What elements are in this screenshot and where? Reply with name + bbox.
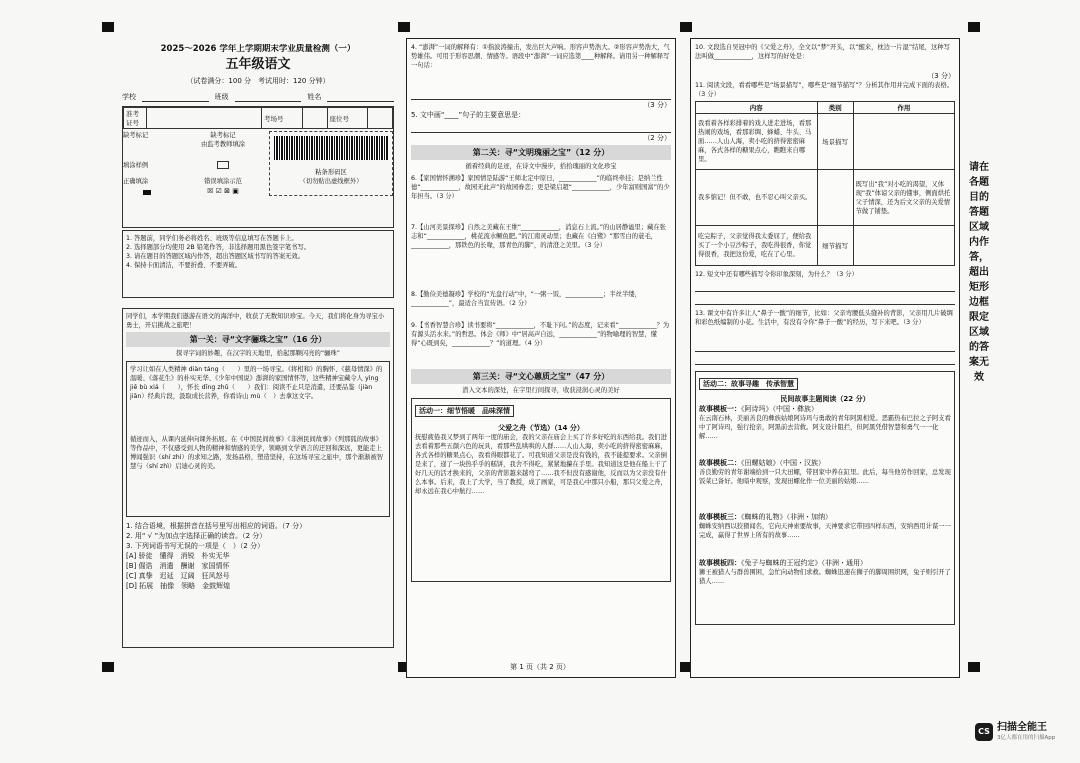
- table-cell-answer[interactable]: [853, 114, 954, 170]
- school-label: 学校: [122, 93, 136, 101]
- table-cell: 既写出“我”对小吃的渴望，又体现“我”体谅父亲的懂事，侧面烘托父子情深，还为后文父亲的关爱情节做了铺垫。: [853, 170, 954, 226]
- story-name: 《蜘蛛的礼物》（非洲・加纳）: [741, 513, 832, 521]
- analysis-table: [695, 101, 955, 266]
- name-field[interactable]: [327, 92, 394, 102]
- activity-2-title: 活动二：故事寻趣 传承智慧: [699, 378, 798, 390]
- passage-text-2: 循迹而入，从课内延伸向课外拓展。在《中国民间故事》《非洲民间故事》《列那狐的故事》等作品中，不仅感受到人物的精神和情感的美学，领略到文学语言的迂回和深远，更能走上博闻强识（shí zhì）的求知之路，发扬品格，塑造坚持，在这场寻宝之旅中，那个渐渐被智慧与（shí zhì）启迪心灵的美。: [130, 436, 384, 470]
- answer-line[interactable]: [695, 339, 955, 352]
- column-2: [406, 38, 676, 678]
- barcode-label: 粘条形码区: [315, 169, 347, 176]
- question-5-score: （2 分）: [643, 134, 671, 142]
- missing-checkbox[interactable]: [217, 161, 229, 169]
- registration-mark: [398, 22, 410, 32]
- answer-line[interactable]: [695, 352, 955, 365]
- scanner-app-name: 扫描全能王: [997, 722, 1047, 733]
- question-10-score: （3 分）: [927, 72, 955, 80]
- passage-box: [126, 361, 390, 517]
- table-cell-answer[interactable]: [853, 226, 954, 266]
- story-text: 蜘蛛安纳西以狡猾闻名，它向天神索要故事，天神要求它带回四样东西，安纳西用计谋一一完成，赢得了世界上所有的故事……: [699, 523, 951, 539]
- info-box: [122, 106, 394, 228]
- room-label: 考场号: [262, 108, 303, 129]
- question-4-score: （3 分）: [643, 101, 671, 109]
- note-item: 1. 答题前，同学们务必将姓名、班级等信息填写在答题卡上。: [126, 235, 298, 242]
- question-8: 8.【勤俭美德凝珍】学校的“光盘行动”中，“一粥一饭，____________；半丝半缕，____________”，最适合当宣传语。（2 分）: [411, 291, 641, 307]
- question-2: 2. 用“ √ ”为加点字选择正确的读音。（2 分）: [126, 532, 267, 540]
- seat-label: 座位号: [327, 108, 368, 129]
- section-1-box: [122, 308, 394, 648]
- wrong-fill-samples: ☒ ☑ ⊠ ▣: [207, 187, 239, 195]
- correct-fill-sample: [143, 190, 151, 195]
- passage-text: 学习让如在人类精神 diàn táng（ ）里的一场寻宝。《将相和》的胸怀、《慈母情深》的温暖、《落花生》的朴实无华、《少年中国说》澎湃的家国情怀等，这些精神宝藏令人 yìng jiē bù xiá（ ），怀长 dīng zhǔ（ ）我们：阅读不止只是消遣，还要品鉴（jiàn jiān）经典片段，汲取成长营养，你看诗山 mù（ ）去拿这文字。: [130, 366, 383, 400]
- activity-2-box: [695, 371, 955, 625]
- story-text: 善良勤劳的青年谢端拾到一只大田螺，带回家中养在缸里。此后，每当他劳作回家，总发现饭菜已备好。他暗中观察，发现田螺化作一位美丽的姑娘……: [699, 469, 951, 485]
- barcode-note: （切勿贴出虚线框外）: [299, 178, 363, 185]
- question-12: 12. 短文中还有哪些描写令你印象深刻，为什么？（3 分）: [695, 271, 858, 278]
- registration-mark: [968, 662, 980, 672]
- missing-label: 缺考标记: [123, 132, 149, 139]
- table-header: 类别: [817, 102, 853, 114]
- exam-title: 2025～2026 学年上学期期末学业质量检测（一）: [160, 44, 356, 54]
- story-block: [699, 404, 951, 458]
- story-text: 在云南石林，美丽善良的彝族姑娘阿诗玛与勇敢的青年阿黑相爱。恶霸热布巴拉之子阿支看中了阿诗玛，强行抢亲，阿黑前去营救。阿支设计阻拦，但阿黑凭借智慧和勇气一一化解……: [699, 415, 951, 440]
- section-3-lead: 潜入文本的深处，在字里行间探寻，收获浸润心灵的美好: [462, 387, 620, 394]
- story-block: [699, 512, 951, 558]
- registration-mark: [680, 22, 692, 32]
- question-7: 7.【山河美景探珍】自然之美藏在王维“____________，消息石上流。”的山居静谧里；藏在张志和“____________，桃花流水鳜鱼肥。”的江南灵动里；也藏在《白鹭》“那雪白的蓑毛，____________，那铁色的长喙，那青色的脚”，的清澄之美里。（3 分）: [411, 224, 666, 249]
- seat-field[interactable]: [368, 108, 393, 129]
- question-9: 9.【书香智慧合珍】读书要将“____________，不耻下问。”的态度，记来看“____________？为有源头活水来。”的哲思。体会《师》中“居高声自远，____________”的物喻理的智慧，懂得“心既到矣，____________？”的道理。（4 分）: [411, 322, 670, 347]
- exam-subject: 五年级语文: [225, 57, 291, 72]
- option-d[interactable]: [D] 拓展 抽像 领略 金鼓辉煌: [126, 582, 231, 590]
- registration-mark: [968, 22, 980, 32]
- barcode: [274, 136, 388, 160]
- answer-line[interactable]: [411, 87, 671, 100]
- story-text: 抚慰疲倦我又梦到了两年一度的庙会，我的父亲在庙会上买了许多好吃的东西给我。我们进去看着那些五颜六色的玩具，看那些乱哄哄的人群……人山人海，卖小吃的挤得密密麻麻，各式各样的糖果点心，我看得眼都花了。可我知道父亲是没有钱的，我不能提要求。父亲倒是来了，递了一块热乎乎的糕饼，我舍不得吃，紧紧地攥在手里。我知道这是他在船上干了好几天的活才换来的，父亲的背影越来越弯了……我不但没有感谢他，反而以为父亲没有什么本事。后来，我上了大学，当了教授，成了画家，可是我心中那只小船，那只父爱之舟，却永远在我心中航行……: [415, 434, 667, 495]
- table-cell: 吃完粽子，父亲觉得我太委屈了，便给我买了一个小豆沙粽子，我吃得很香，你觉得很香，我把这份爱，吃在了心里。: [696, 226, 818, 266]
- table-header: 作用: [853, 102, 954, 114]
- registration-mark: [102, 662, 114, 672]
- exam-meta: （试卷满分：100 分 考试用时：120 分钟）: [186, 77, 330, 85]
- option-a[interactable]: [A] 骄徒 懂得 消锐 朴实无华: [126, 552, 230, 560]
- notes-box: [122, 230, 394, 298]
- page-footer: 第 1 页（共 2 页）: [510, 663, 570, 671]
- scanner-logo-icon: CS: [975, 723, 993, 741]
- id-label: 准考证号: [124, 108, 147, 129]
- question-4: 4. “澎湃”一词的解释有：①指波涛撞击，发出巨大声响。形容声势浩大。②形容声势浩大，气势雄伟。可用于形容思潮、情感等。语段中“澎湃”一词应选第____种解释。请用另一种解释写一句话：: [411, 44, 670, 69]
- table-cell: 场景描写: [817, 114, 853, 170]
- story-name: 《兔子与蜘蛛的王冠约定》（非洲・通用）: [741, 559, 867, 567]
- activity-1-box: [411, 398, 671, 582]
- answer-line[interactable]: [411, 120, 671, 133]
- question-10: 10. 文段选自吴冠中的《父爱之舟》，全文以“梦”开头，以“醒来，枕边一片湿”结尾，这种写法叫做____________，这样写的好处是：: [695, 44, 950, 60]
- intro-text: 同学们，本学期我们遨游在语文的海洋中，收获了无数知识珍宝。今天，我们将化身为寻宝小勇士，开启挑战之旅吧！: [126, 313, 385, 329]
- question-3: 3. 下列词语书写无误的一项是（ ）（2 分）: [126, 542, 265, 550]
- section-1-lead: 探寻字词的妙趣，在汉字的天地里，拾起那颗闪亮的“骊珠”: [176, 350, 340, 357]
- section-2-lead: 循着经典的足迹，在诗文中漫步，拾拾瑰丽的文化珍宝: [465, 163, 617, 170]
- question-1: 1. 结合语境，根据拼音在括号里写出相应的词语。（7 分）: [126, 522, 307, 530]
- note-item: 2. 选择题部分均使用 2B 铅笔作答，非选择题用黑色签字笔书写。: [126, 244, 311, 251]
- story-text: 狮王被猎人与群兽围困，急忙向动物们求救。蜘蛛迅速在狮子的脚周围织网，兔子则引开了猎人……: [699, 569, 951, 585]
- school-field[interactable]: [142, 92, 209, 102]
- table-cell: 细节描写: [817, 226, 853, 266]
- column-1: [122, 38, 394, 678]
- story-label: 故事模板二：: [699, 459, 741, 467]
- story-label: 故事模板三：: [699, 513, 741, 521]
- table-cell: 我看着各样彩排着的戏人进走进场，看那热闹的戏场，看那彩绸、蜂蜡、牛头、马面……人山人海，卖小吃的挤得密密麻麻，各式各样的糖果点心，瞧瞧来自哪里。: [696, 114, 818, 170]
- wrong-label: 错误填涂示范: [204, 178, 242, 185]
- class-label: 班级: [214, 93, 229, 101]
- note-item: 3. 请在题目的答题区域内作答，超出答题区域书写的答案无效。: [126, 253, 305, 260]
- column-3: [690, 38, 960, 678]
- table-header: 内容: [696, 102, 818, 114]
- scanner-tagline: 3亿人都在用的扫描App: [997, 735, 1056, 741]
- story-name: 《阿诗玛》（中国・彝族）: [741, 405, 818, 413]
- fill-label: 填涂样例: [123, 162, 149, 169]
- scanner-watermark: [975, 722, 1055, 742]
- section-3-title: 第三关：寻“文心蕙质之宝”（47 分）: [411, 369, 671, 384]
- side-note: 请在各题目的答题区域内作答，超出矩形边框限定区域的答案无效: [969, 162, 989, 383]
- answer-line[interactable]: [695, 292, 955, 305]
- activity-2-subtitle: 民间故事主题阅读（22 分）: [780, 395, 870, 403]
- option-b[interactable]: [B] 倔诰 消遣 酬谢 家国情怀: [126, 562, 230, 570]
- story-label: 故事模板四：: [699, 559, 741, 567]
- table-cell: 我多惦记！但不敢，也不忍心叫父亲买。: [696, 170, 818, 226]
- class-field[interactable]: [235, 92, 302, 102]
- story-block: [699, 458, 951, 512]
- correct-label: 正确填涂: [123, 178, 149, 185]
- story-name: 《田螺姑娘》（中国・汉族）: [741, 459, 825, 467]
- story-label: 故事模板一：: [699, 405, 741, 413]
- story-block: [699, 558, 951, 608]
- story-title: 父爱之舟（节选）（14 分）: [498, 424, 584, 432]
- table-cell-answer[interactable]: [817, 170, 853, 226]
- id-field[interactable]: [147, 108, 262, 129]
- question-13: 13. 课文中有许多让人“鼻子一酸”的细节，比如：父亲弯腰低头缝补的背影，父亲用几片破绸和彩色纸编制的小花。生活中，有没有令你“鼻子一酸”的经历，写下来吧。（3 分）: [695, 310, 953, 326]
- section-1-title: 第一关：寻“文字骊珠之宝”（16 分）: [126, 332, 390, 347]
- question-5: 5. 文中画“____”句子的主要意思是：: [411, 111, 526, 119]
- missing-note: 缺考标记 由监考教师填涂: [200, 132, 246, 148]
- registration-mark: [102, 22, 114, 32]
- section-2-title: 第二关：寻“文明瑰丽之宝”（12 分）: [411, 145, 671, 160]
- option-c[interactable]: [C] 真挚 迟延 辽阔 狂风怒号: [126, 572, 230, 580]
- question-11: 11. 阅读文段，看看哪些是“场景描写”，哪些是“细节描写”？分析其作用并完成下面的表格。（3 分）: [695, 82, 954, 98]
- activity-1-title: 活动一：细节悟暖 品味深情: [415, 405, 514, 417]
- question-6: 6.【家国情怀溯珍】家国情是陆游“王师北定中原日，____________”的临终牵挂；是纳兰性德“____________，故园无此声”的故园眷恋；更是梁启超“____________，少年富则国富”的少年担当。（3 分）: [411, 175, 670, 200]
- note-item: 4. 保持卡面清洁，不要折叠、不要弄破。: [126, 262, 242, 269]
- answer-line[interactable]: [695, 279, 955, 292]
- name-label: 姓名: [307, 93, 322, 101]
- room-field[interactable]: [302, 108, 327, 129]
